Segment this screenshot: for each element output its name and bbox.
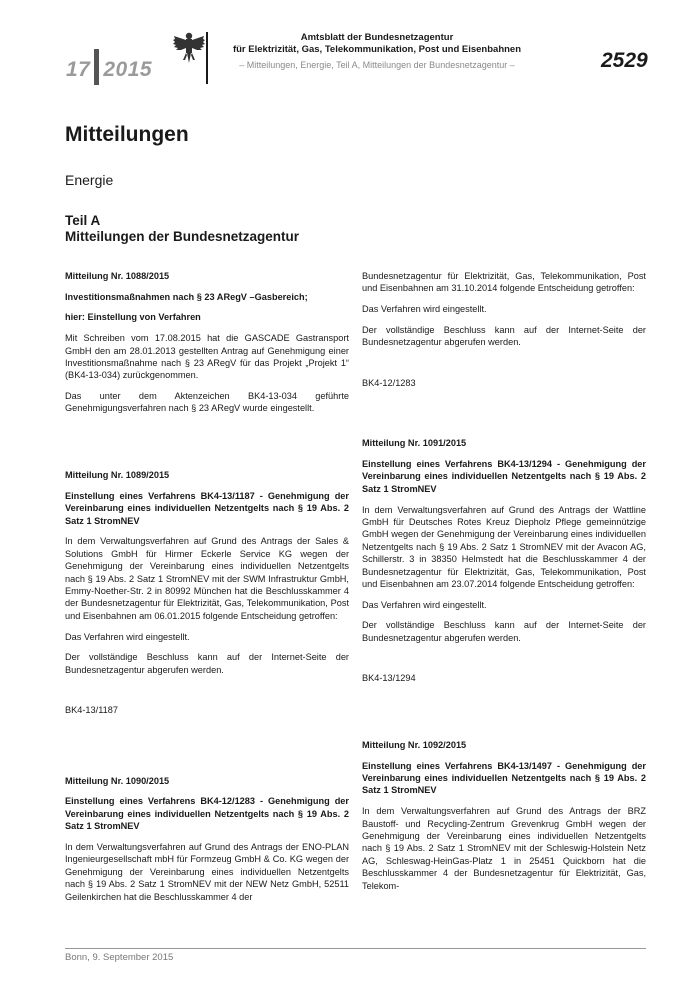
notice-1090-paragraph: In dem Verwaltungsverfahren auf Grund des Antrags der ENO-PLAN Ingenieurgesellschaft mbH für Formzeug GmbH & Co. KG wegen der Genehmigung der Vereinbarung eines individuellen Netzentgelts nach § 19 Abs. 2 Satz 1 StromNEV mit der NEW Netz GmbH, 52511 Geilenkirchen hat die Beschlusskammer 4 der: [65, 841, 349, 902]
notice-1090-paragraph: Bundesnetzagentur für Elektrizität, Gas, Telekommunikation, Post und Eisenbahnen am 31.10.2014 folgende Entscheidung getroffen:: [362, 271, 646, 294]
part-title: Mitteilungen der Bundesnetzagentur: [65, 229, 300, 244]
left-column: [65, 270, 349, 911]
notice-1092-number: Mitteilung Nr. 1092/2015: [362, 739, 467, 750]
page-number: 2529: [601, 49, 648, 72]
notice-1090-number: Mitteilung Nr. 1090/2015: [65, 775, 170, 786]
notice-1090-paragraph: Der vollständige Beschluss kann auf der Internet-Seite der Bundesnetzagentur abgerufen werden.: [362, 324, 646, 348]
notice-1088-paragraph: Das unter dem Aktenzeichen BK4-13-034 geführte Genehmigungsverfahren nach § 23 ARegV wurde eingestellt.: [65, 391, 349, 414]
notice-1090-paragraph: Das Verfahren wird eingestellt.: [362, 304, 487, 315]
notice-1090-reference: BK4-12/1283: [362, 377, 416, 388]
part-label: Teil A: [65, 213, 101, 228]
part-heading: [65, 213, 299, 245]
notice-1088-paragraph: Mit Schreiben vom 17.08.2015 hat die GASCADE Gastransport GmbH den am 28.01.2013 gestellten Antrag auf Genehmigung einer Investitionsmaßnahme nach § 23 ARegV für das Projekt „Projekt 1“ (BK4-13-034) zurückgenommen.: [65, 333, 349, 381]
notice-1091-paragraph: Der vollständige Beschluss kann auf der Internet-Seite der Bundesnetzagentur abgerufen werden.: [362, 620, 646, 643]
issue-label: [66, 49, 152, 85]
notice-1092-title: Einstellung eines Verfahrens BK4-13/1497 - Genehmigung der Vereinbarung eines individuellen Netzentgelts nach § 19 Abs. 2 Satz 1 StromNEV: [362, 760, 646, 796]
spacer: [65, 725, 349, 775]
notice-1091-reference: BK4-13/1294: [362, 673, 416, 684]
federal-eagle-icon: [172, 30, 206, 66]
issue-divider: [94, 49, 99, 85]
issue-year: 2015: [103, 58, 153, 81]
page-title: Mitteilungen: [65, 123, 189, 146]
notice-1089-paragraph: In dem Verwaltungsverfahren auf Grund des Antrags der Sales & Solutions GmbH für Hirmer Eckerle Service KG wegen der Genehmigung der Vereinbarung eines individuellen Netzentgelts nach § 19 Abs. 2 Satz 1 StromNEV mit der SWM Infrastruktur GmbH, Emmy-Noether-Str. 2 in 80992 München hat die Beschlusskammer 4 der Bundesnetzagentur für Elektrizität, Gas, Telekommunikation, Post und Eisenbahnen am 06.01.2015 folgende Entscheidung getroffen:: [65, 536, 349, 621]
notice-1091-paragraph: In dem Verwaltungsverfahren auf Grund des Antrags der Wattline GmbH für Deutsches Rotes Kreuz Diepholz Pflege gemeinnützige GmbH wegen der Genehmigung der Vereinbarung eines individuellen Netzentgelts nach § 19 Abs. 2 Satz 1 StromNEV mit der Avacon AG, Schillerstr. 3 in 38350 Helmstedt hat die Beschlusskammer 4 der Bundesnetzagentur für Elektrizität, Gas, Telekommunikation, Post und Eisenbahnen am 23.07.2014 folgende Entscheidung getroffen:: [362, 504, 646, 589]
issue-number: 17: [66, 58, 91, 81]
notice-1088-number: Mitteilung Nr. 1088/2015: [65, 271, 170, 281]
notice-1089-paragraph: Der vollständige Beschluss kann auf der Internet-Seite der Bundesnetzagentur abgerufen werden.: [65, 652, 349, 675]
notice-1088-title: Investitionsmaßnahmen nach § 23 ARegV –Gasbereich;: [65, 291, 308, 302]
notice-1088-subtitle: hier: Einstellung von Verfahren: [65, 312, 201, 323]
notice-1089-reference: BK4-13/1187: [65, 705, 118, 716]
spacer: [362, 397, 646, 437]
notice-1089-title: Einstellung eines Verfahrens BK4-13/1187 - Genehmigung der Vereinbarung eines individuellen Netzentgelts nach § 19 Abs. 2 Satz 1 StromNEV: [65, 490, 349, 526]
notice-1090-title: Einstellung eines Verfahrens BK4-12/1283 - Genehmigung der Vereinbarung eines individuellen Netzentgelts nach § 19 Abs. 2 Satz 1 StromNEV: [65, 796, 349, 832]
gazette-title-line1: Amtsblatt der Bundesnetzagentur: [300, 32, 454, 43]
notice-1092-paragraph: In dem Verwaltungsverfahren auf Grund des Antrags der BRZ Baustoff- und Recycling-Zentrum Grevenkrug GmbH wegen der Genehmigung der Vereinbarung eines individuellen Netzentgelts nach § 19 Abs. 2 Satz 1 StromNEV mit der Schleswig-Holstein Netz AG, Schleswag-HeinGas-Platz 1 in 25451 Quickborn hat die Beschlusskammer 4 der Bundesnetzagentur für Elektrizität, Gas, Telekom-: [362, 806, 646, 891]
header-divider: [206, 32, 208, 84]
footer-place-date: Bonn, 9. September 2015: [65, 952, 174, 963]
notice-1091-number: Mitteilung Nr. 1091/2015: [362, 438, 467, 449]
notice-1089-number: Mitteilung Nr. 1089/2015: [65, 470, 170, 481]
section-title: Energie: [65, 172, 114, 188]
gazette-subtitle: – Mitteilungen, Energie, Teil A, Mitteilungen der Bundesnetzagentur –: [239, 60, 515, 70]
notice-1091-paragraph: Das Verfahren wird eingestellt.: [362, 599, 487, 610]
notice-1091-title: Einstellung eines Verfahrens BK4-13/1294 - Genehmigung der Vereinbarung eines individuellen Netzentgelts nach § 19 Abs. 2 Satz 1 StromNEV: [362, 459, 646, 494]
gazette-title: [212, 32, 542, 55]
spacer: [362, 693, 646, 739]
right-column: [362, 270, 646, 900]
notice-1089-paragraph: Das Verfahren wird eingestellt.: [65, 631, 190, 642]
spacer: [65, 423, 349, 469]
gazette-title-line2: für Elektrizität, Gas, Telekommunikation, Post und Eisenbahnen: [232, 43, 522, 55]
footer-divider: [65, 948, 646, 949]
